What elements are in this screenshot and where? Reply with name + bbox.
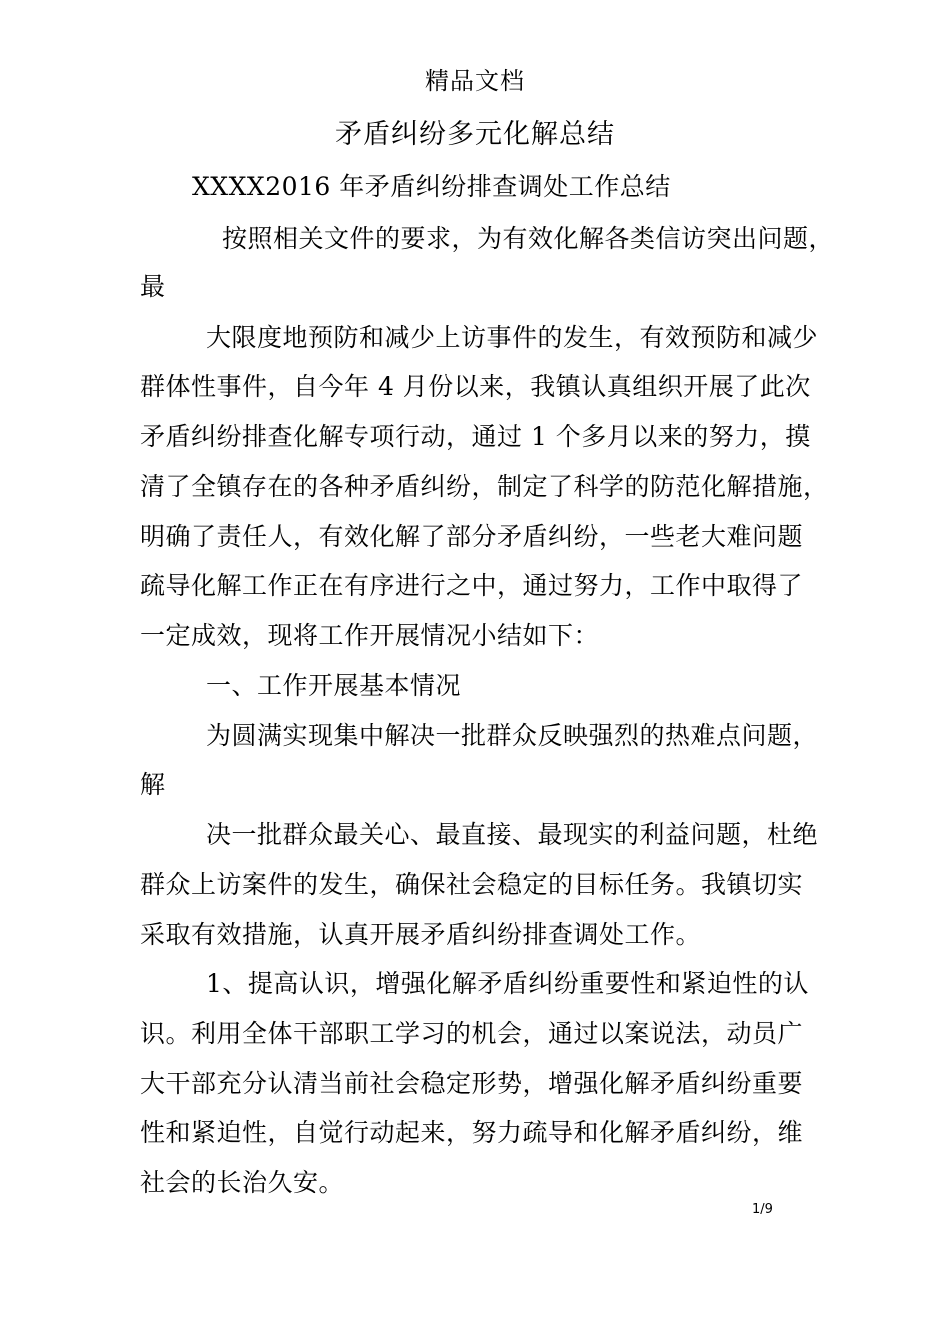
section-heading: 一、工作开展基本情况 <box>206 671 462 700</box>
body-line: 大限度地预防和减少上访事件的发生，有效预防和减少 <box>206 323 819 352</box>
document-title: 矛盾纠纷多元化解总结 <box>335 119 615 150</box>
body-line: 一定成效，现将工作开展情况小结如下： <box>140 621 600 650</box>
body-line: 性和紧迫性，自觉行动起来，努力疏导和化解矛盾纠纷，维 <box>140 1118 804 1147</box>
body-line: 最 <box>140 272 166 301</box>
page-number: 1/9 <box>752 1202 773 1217</box>
body-line: 解 <box>140 770 166 799</box>
body-line: 清了全镇存在的各种矛盾纠纷，制定了科学的防范化解措施， <box>140 472 829 501</box>
subtitle-line: XXXX2016 年矛盾纠纷排查调处工作总结 <box>192 172 671 201</box>
body-line: 疏导化解工作正在有序进行之中，通过努力，工作中取得了 <box>140 571 804 600</box>
body-line: 识。利用全体干部职工学习的机会，通过以案说法，动员广 <box>140 1019 804 1048</box>
body-line: 为圆满实现集中解决一批群众反映强烈的热难点问题， <box>206 721 819 750</box>
body-line: 群众上访案件的发生，确保社会稳定的目标任务。我镇切实 <box>140 870 804 899</box>
body-line: 采取有效措施，认真开展矛盾纠纷排查调处工作。 <box>140 920 702 949</box>
page-header: 精品文档 <box>425 67 525 95</box>
body-line: 明确了责任人，有效化解了部分矛盾纠纷，一些老大难问题 <box>140 522 804 551</box>
body-line: 社会的长治久安。 <box>140 1168 345 1197</box>
body-line: 决一批群众最关心、最直接、最现实的利益问题，杜绝 <box>206 820 819 849</box>
body-line: 1、提高认识，增强化解矛盾纠纷重要性和紧迫性的认 <box>206 969 809 998</box>
body-line: 群体性事件，自今年 4 月份以来，我镇认真组织开展了此次 <box>140 372 811 401</box>
body-line: 按照相关文件的要求，为有效化解各类信访突出问题， <box>222 224 835 253</box>
body-line: 大干部充分认清当前社会稳定形势，增强化解矛盾纠纷重要 <box>140 1069 804 1098</box>
body-line: 矛盾纠纷排查化解专项行动，通过 1 个多月以来的努力，摸 <box>140 422 811 451</box>
